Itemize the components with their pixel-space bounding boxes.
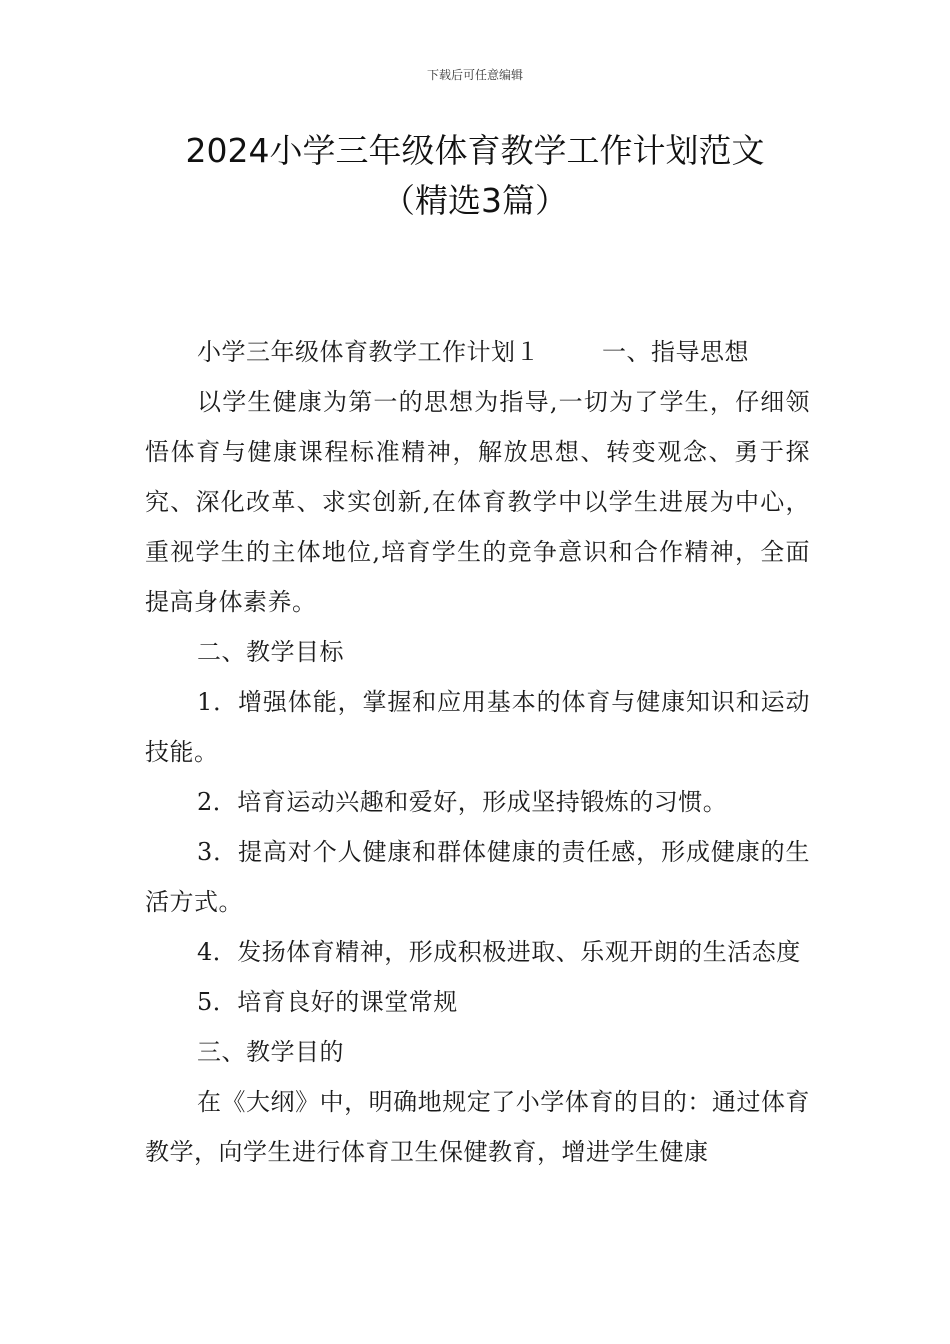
header-note: 下载后可任意编辑 xyxy=(426,68,523,82)
heading-teaching-purpose: 三、教学目的 xyxy=(197,1038,344,1066)
goal-item-5: 5．培育良好的课堂常规 xyxy=(197,988,458,1016)
section-title: 小学三年级体育教学工作计划１ xyxy=(197,338,540,366)
document-body xyxy=(145,327,810,1177)
paragraph-guiding-ideology: 以学生健康为第一的思想为指导,一切为了学生，仔细领悟体育与健康课程标准精神，解放思想、转变观念、勇于探究、深化改革、求实创新,在体育教学中以学生进展为中心，重视学生的主体地位,培育学生的竞争意识和合作精神，全面提高身体素养。 xyxy=(145,388,810,616)
section-heading-paragraph xyxy=(145,327,810,377)
goal-item-1: 1．增强体能，掌握和应用基本的体育与健康知识和运动技能。 xyxy=(145,688,810,766)
heading-teaching-goals: 二、教学目标 xyxy=(197,638,344,666)
goal-item-2: 2．培育运动兴趣和爱好，形成坚持锻炼的习惯。 xyxy=(197,788,728,816)
document-title-line-2: （精选3篇） xyxy=(382,181,568,220)
goal-item-4: 4．发扬体育精神，形成积极进取、乐观开朗的生活态度 xyxy=(197,938,801,966)
document-title-line-1: 2024小学三年级体育教学工作计划范文 xyxy=(185,131,765,170)
heading-guiding-ideology: 一、指导思想 xyxy=(602,338,749,366)
paragraph-teaching-purpose: 在《大纲》中，明确地规定了小学体育的目的：通过体育教学，向学生进行体育卫生保健教育，增进学生健康 xyxy=(145,1088,810,1166)
goal-item-3: 3．提高对个人健康和群体健康的责任感，形成健康的生活方式。 xyxy=(145,838,810,916)
